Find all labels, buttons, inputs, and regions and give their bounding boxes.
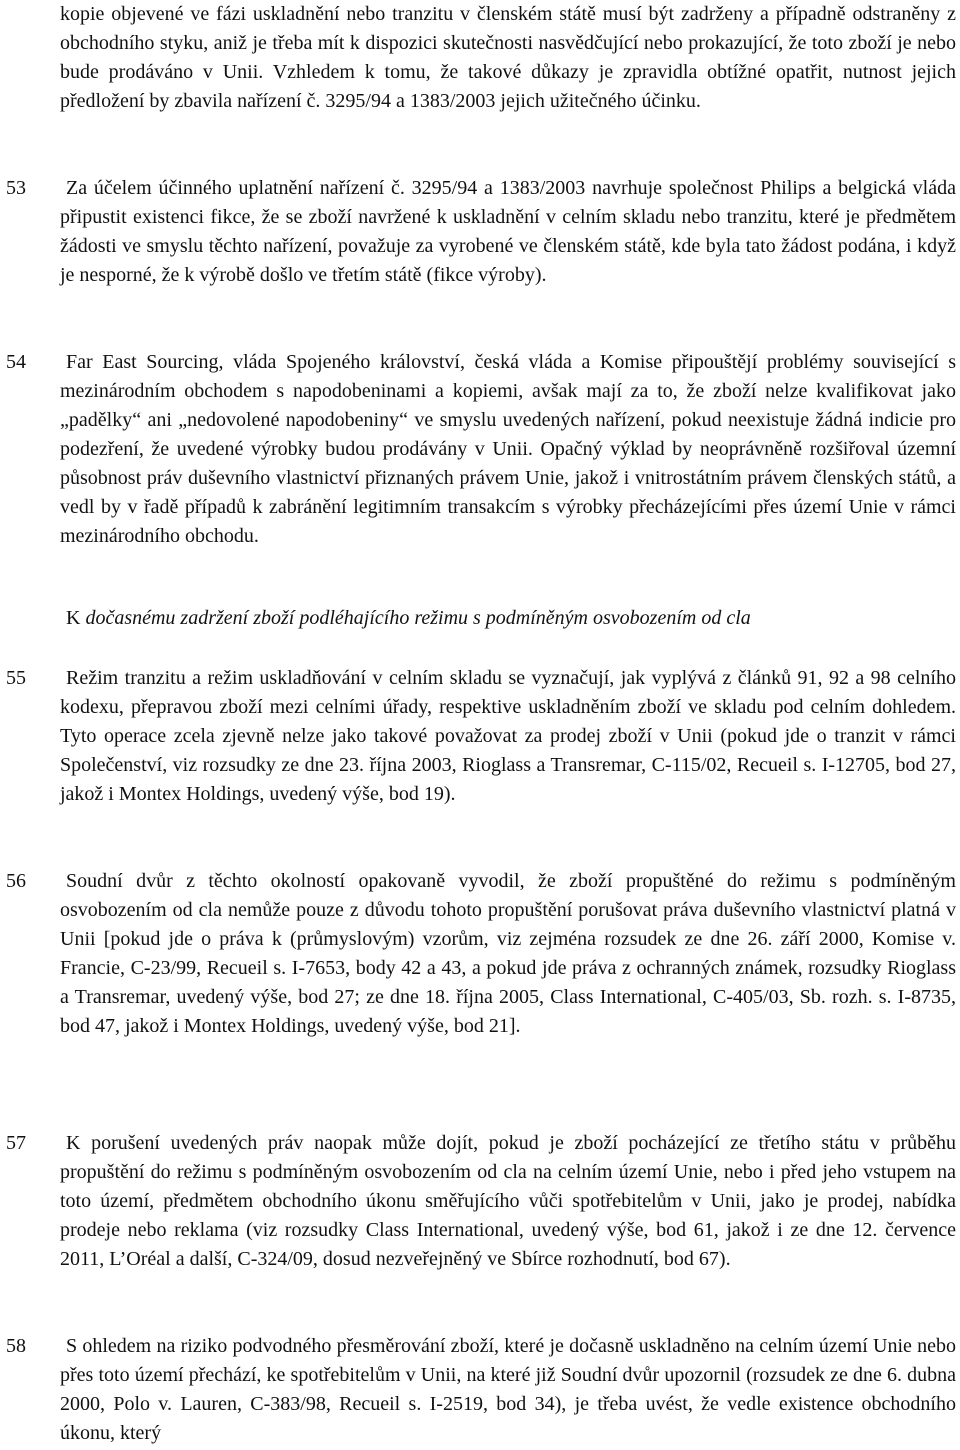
paragraph-56: Soudní dvůr z těchto okolností opakovaně vyvodil, že zboží propuštěné do režimu s podmíněným osvobozením od cla nemůže pouze z důvodu tohoto propuštění porušovat práva duševního vlastnictví platná v Unii [pokud jde o práva k (průmyslovým) vzorům, viz zejména rozsudek ze dne 26. září 2000, Komise v. Francie, C-23/99, Recueil s. I-7653, body 42 a 43, a pokud jde práva z ochranných známek, rozsudky Rioglass a Transremar, uvedený výše, bod 27; ze dne 18. října 2005, Class International, C-405/03, Sb. rozh. s. I-8735, bod 47, jakož i Montex Holdings, uvedený výše, bod 21]. xyxy=(60,870,956,1037)
paragraph-number-56: 56 xyxy=(6,870,26,892)
paragraph-55: Režim tranzitu a režim uskladňování v celním skladu se vyznačují, jak vyplývá z článků 91, 92 a 98 celního kodexu, přepravou zboží mezi celními úřady, respektive uskladněním zboží ve skladu pod celním dohledem. Tyto operace zcela zjevně nelze jako takové považovat za prodej zboží v Unii (pokud jde o tranzit v rámci Společenství, viz rozsudky ze dne 23. října 2003, Rioglass a Transremar, C-115/02, Recueil s. I-12705, bod 27, jakož i Montex Holdings, uvedený výše, bod 19). xyxy=(60,667,956,805)
section-heading xyxy=(60,604,956,633)
paragraph-number-57: 57 xyxy=(6,1132,26,1154)
paragraph-53: Za účelem účinného uplatnění nařízení č. 3295/94 a 1383/2003 navrhuje společnost Philips a belgická vláda připustit existenci fikce, že se zboží navržené k uskladnění v celním skladu nebo tranzitu, které je předmětem žádosti ve smyslu těchto nařízení, považuje za vyrobené ve členském státě, kde byla tato žádost podána, i když je nesporné, že k výrobě došlo ve třetím státě (fikce výroby). xyxy=(60,177,956,286)
paragraph-57: K porušení uvedených práv naopak může dojít, pokud je zboží pocházející ze třetího státu v průběhu propuštění do režimu s podmíněným osvobozením od cla na celním území Unie, nebo i před jeho vstupem na toto území, předmětem obchodního úkonu směřujícího vůči spotřebitelům v Unii, jako je prodej, nabídka prodeje nebo reklama (viz rozsudky Class International, uvedený výše, bod 61, jakož i ze dne 12. července 2011, L’Oréal a další, C-324/09, dosud nezveřejněný ve Sbírce rozhodnutí, bod 67). xyxy=(60,1132,956,1270)
paragraph-number-58: 58 xyxy=(6,1335,26,1357)
paragraph-54: Far East Sourcing, vláda Spojeného království, česká vláda a Komise připouštějí problémy související s mezinárodním obchodem s napodobeninami a kopiemi, avšak mají za to, že zboží nelze kvalifikovat jako „padělky“ ani „nedovolené napodobeniny“ ve smyslu uvedených nařízení, pokud neexistuje žádná indicie pro podezření, že uvedené výrobky budou prodávány v Unii. Opačný výklad by neoprávněně rozšiřoval územní působnost práv duševního vlastnictví přiznaných právem Unie, jakož i vnitrostátním právem členských států, a vedl by v řadě případů k zabránění legitimním transakcím s výrobky přecházejícími přes území Unie v rámci mezinárodního obchodu. xyxy=(60,351,956,547)
paragraph-number-53: 53 xyxy=(6,177,26,199)
paragraph-58: S ohledem na riziko podvodného přesměrování zboží, které je dočasně uskladněno na celním území Unie nebo přes toto území přechází, ke spotřebitelům v Unii, na které již Soudní dvůr upozornil (rozsudek ze dne 6. dubna 2000, Polo v. Lauren, C-383/98, Recueil s. I-2519, bod 34), je třeba uvést, že vedle existence obchodního úkonu, který xyxy=(60,1335,956,1444)
section-heading-lead: K xyxy=(66,607,81,629)
intro-paragraph: kopie objevené ve fázi uskladnění nebo tranzitu v členském státě musí být zadrženy a případně odstraněny z obchodního styku, aniž je třeba mít k dispozici skutečnosti nasvědčující nebo prokazující, že toto zboží je nebo bude prodáváno v Unii. Vzhledem k tomu, že takové důkazy je zpravidla obtížné opatřit, nutnost jejich předložení by zbavila nařízení č. 3295/94 a 1383/2003 jejich užitečného účinku. xyxy=(60,3,956,112)
section-heading-rest: dočasnému zadržení zboží podléhajícího režimu s podmíněným osvobozením od cla xyxy=(80,607,751,629)
paragraph-number-54: 54 xyxy=(6,351,26,373)
paragraph-number-55: 55 xyxy=(6,667,26,689)
